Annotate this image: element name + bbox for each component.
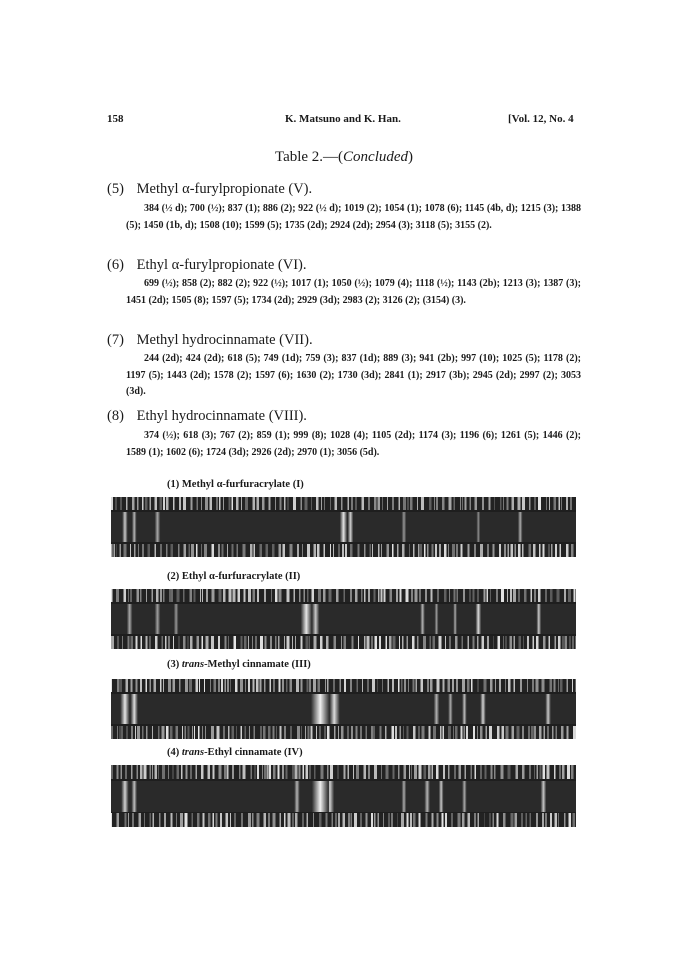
- raman-spectrum-photo: [111, 679, 576, 739]
- figure-caption: [167, 479, 304, 490]
- table-title-suffix: ): [408, 149, 414, 165]
- figure-number: (1): [167, 479, 180, 490]
- entry-title: [107, 257, 307, 274]
- entry-data: [126, 428, 581, 461]
- spectrum-band: [111, 694, 576, 724]
- figure-name: Ethyl α-furfuracrylate (II): [181, 571, 301, 582]
- table-title-prefix: Table 2.—(: [274, 149, 344, 165]
- entry-data-text: 374 (½); 618 (3); 767 (2); 859 (1); 999 (8); 1028 (4); 1105 (2d); 1174 (3); 1196 (6); 1261 (5); 1446 (2); 1589 (1); 1602 (6); 1724 (3d); 2926 (2d); 2970 (1); 3056 (5d).: [126, 430, 581, 458]
- running-volume: [Vol. 12, No. 4: [508, 113, 574, 125]
- reference-comb-top: [111, 589, 576, 602]
- figure-caption: [167, 571, 300, 582]
- figure-emph: trans: [181, 659, 205, 670]
- reference-comb-bottom: [111, 726, 576, 739]
- raman-spectrum-photo: [111, 497, 576, 557]
- running-authors: K. Matsuno and K. Han.: [285, 113, 401, 125]
- raman-spectrum-photo: [111, 589, 576, 649]
- entry-name: Methyl hydrocinnamate (VII).: [136, 332, 313, 348]
- figure-caption: [167, 747, 303, 758]
- figure-name: -Ethyl cinnamate (IV): [204, 747, 303, 758]
- figure-number: (3): [167, 659, 180, 670]
- figure-emph: trans: [181, 747, 205, 758]
- reference-comb-bottom: [111, 813, 576, 827]
- entry-number: (7): [107, 332, 124, 348]
- spectrum-band: [111, 512, 576, 542]
- entry-name: Methyl α-furylpropionate (V).: [136, 181, 313, 197]
- entry-number: (5): [107, 181, 124, 197]
- page-number: 158: [107, 113, 124, 125]
- spectrum-band: [111, 604, 576, 634]
- figure-number: (4): [167, 747, 180, 758]
- reference-comb-top: [111, 765, 576, 779]
- reference-comb-top: [111, 679, 576, 692]
- entry-data: [126, 351, 581, 401]
- entry-data: [126, 276, 581, 309]
- entry-name: Ethyl α-furylpropionate (VI).: [136, 257, 307, 273]
- reference-comb-bottom: [111, 636, 576, 649]
- spectrum-band: [111, 781, 576, 812]
- raman-spectrum-photo: [111, 765, 576, 827]
- reference-comb-bottom: [111, 544, 576, 557]
- reference-comb-top: [111, 497, 576, 510]
- table-title-emph: Concluded: [343, 149, 409, 165]
- entry-title: [107, 332, 313, 349]
- entry-data-text: 384 (½ d); 700 (½); 837 (1); 886 (2); 922 (½ d); 1019 (2); 1054 (1); 1078 (6); 1145 (4b, d); 1215 (3); 1388 (5); 1450 (1b, d); 1508 (10); 1599 (5); 1735 (2d); 2924 (2d); 2954 (3); 3118 (5); 3155 (2).: [126, 203, 581, 231]
- entry-data-text: 244 (2d); 424 (2d); 618 (5); 749 (1d); 759 (3); 837 (1d); 889 (3); 941 (2b); 997 (10); 1025 (5); 1178 (2); 1197 (5); 1443 (2d); 1578 (2); 1597 (6); 1630 (2); 1730 (3d); 2841 (1); 2917 (3b); 2945 (2d); 2997 (2); 3053 (3d).: [126, 353, 581, 397]
- table-title: [0, 149, 688, 166]
- entry-data: [126, 201, 581, 234]
- figure-name: -Methyl cinnamate (III): [204, 659, 311, 670]
- entry-number: (6): [107, 257, 124, 273]
- figure-name: Methyl α-furfuracrylate (I): [181, 479, 304, 490]
- entry-title: [107, 408, 307, 425]
- entry-number: (8): [107, 408, 124, 424]
- entry-data-text: 699 (½); 858 (2); 882 (2); 922 (½); 1017 (1); 1050 (½); 1079 (4); 1118 (½); 1143 (2b); 1213 (3); 1387 (3); 1451 (2d); 1505 (8); 1597 (5); 1734 (2d); 2929 (3d); 2983 (2); 3126 (2); (3154) (3).: [126, 278, 581, 306]
- figure-number: (2): [167, 571, 180, 582]
- entry-title: [107, 181, 312, 198]
- figure-caption: [167, 659, 311, 670]
- entry-name: Ethyl hydrocinnamate (VIII).: [136, 408, 307, 424]
